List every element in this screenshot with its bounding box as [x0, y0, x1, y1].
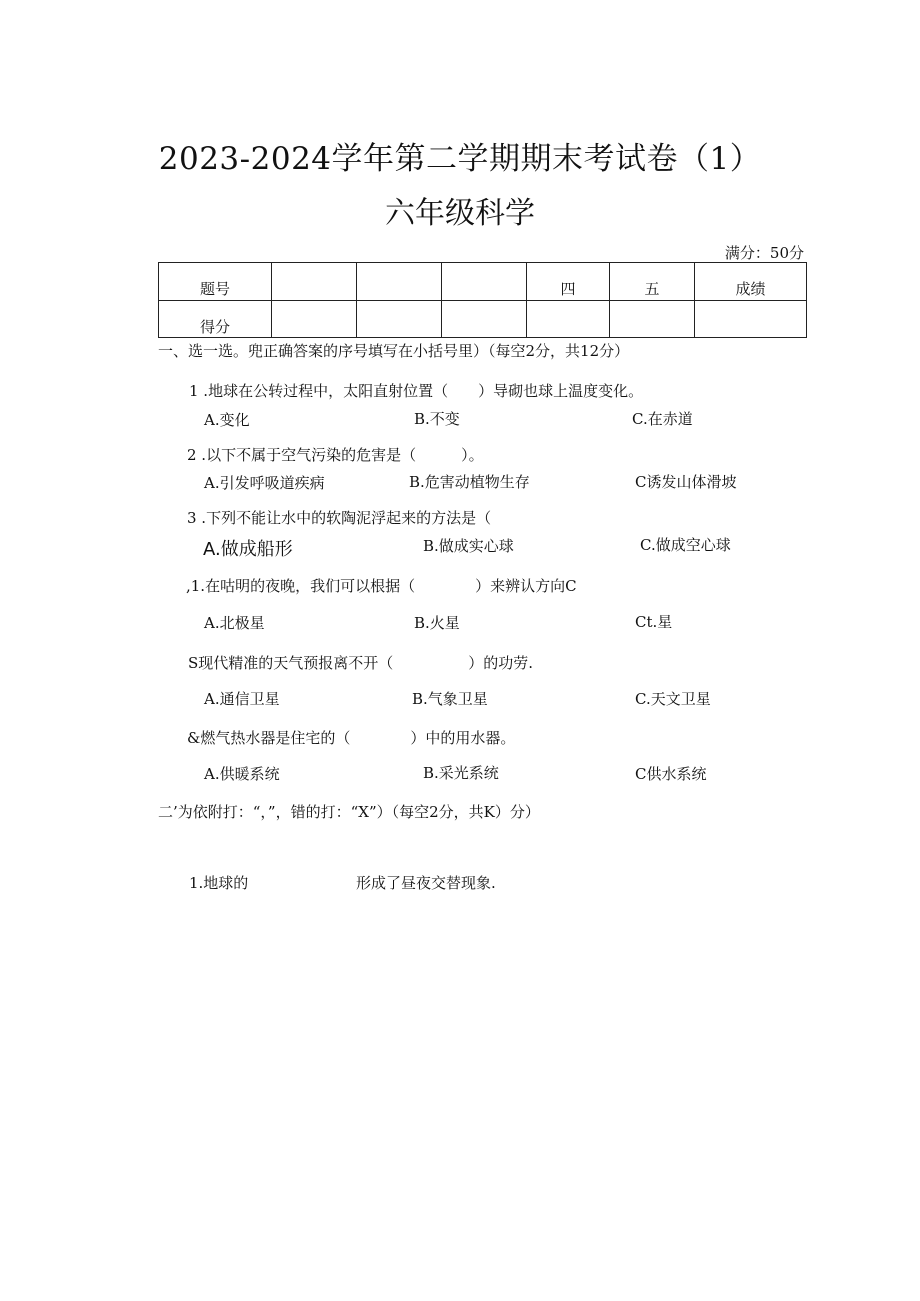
- score-table: [158, 262, 807, 338]
- score-table-row-score: [159, 301, 807, 338]
- option-b: B.采光系统: [423, 764, 499, 782]
- option-c: C供水系统: [635, 765, 707, 783]
- full-score: 满分：50分: [724, 244, 804, 262]
- option-b: B.气象卫星: [412, 690, 488, 708]
- option-c: Ct.星: [635, 613, 673, 631]
- option-a: A.变化: [204, 411, 250, 429]
- score-cell: 五: [610, 263, 695, 301]
- score-cell[interactable]: [272, 301, 357, 338]
- score-cell[interactable]: [527, 301, 610, 338]
- score-cell: 成绩: [695, 263, 807, 301]
- score-cell[interactable]: [695, 301, 807, 338]
- option-b: B.危害动植物生存: [409, 473, 530, 491]
- score-cell: [272, 263, 357, 301]
- section1-heading: 一、选一选。兜正确答案的序号填写在小括号里）（每空2分，共12分）: [158, 342, 630, 360]
- score-cell: [357, 263, 442, 301]
- option-a: A.做成船形: [203, 539, 293, 560]
- question-stem: 1.地球的: [189, 874, 249, 892]
- question-stem: 1 .地球在公转过程中，太阳直射位置（ ）导砌也球上温度变化。: [189, 382, 644, 400]
- option-a: A.引发呼吸道疾病: [204, 474, 325, 492]
- score-cell[interactable]: [442, 301, 527, 338]
- question-stem: &燃气热水器是住宅的（ ）中的用水器。: [187, 729, 516, 747]
- exam-title: 2023-2024学年第二学期期末考试卷（1）: [158, 141, 762, 177]
- option-b: B.火星: [414, 614, 460, 632]
- score-cell[interactable]: [610, 301, 695, 338]
- option-c: C诱发山体滑坡: [635, 473, 737, 491]
- question-stem: S现代精准的天气预报离不开（ ）的功劳.: [188, 654, 534, 672]
- option-c: C.在赤道: [632, 410, 693, 428]
- question-stem-continued: 形成了昼夜交替现象.: [356, 874, 496, 892]
- option-c: C.做成空心球: [640, 536, 731, 554]
- option-c: C.天文卫星: [635, 690, 711, 708]
- section2-heading: 二’为依附打：“，”，错的打：“X”）（每空2分，共K）分）: [158, 803, 540, 821]
- question-stem: 2 .以下不属于空气污染的危害是（ ）。: [187, 446, 484, 464]
- score-cell: 四: [527, 263, 610, 301]
- score-cell: [442, 263, 527, 301]
- option-a: A.供暖系统: [204, 765, 280, 783]
- score-cell: 得分: [159, 301, 272, 338]
- option-a: A.北极星: [204, 614, 265, 632]
- score-table-row-header: [159, 263, 807, 301]
- option-b: B.不变: [414, 410, 460, 428]
- option-b: B.做成实心球: [423, 537, 514, 555]
- score-cell[interactable]: [357, 301, 442, 338]
- option-a: A.通信卫星: [204, 690, 280, 708]
- exam-subtitle: 六年级科学: [385, 196, 535, 231]
- question-stem: 3 .下列不能让水中的软陶泥浮起来的方法是（: [187, 509, 492, 527]
- score-cell: 题号: [159, 263, 272, 301]
- question-stem: ,1.在咕明的夜晚，我们可以根据（ ）来辨认方向C: [186, 577, 577, 595]
